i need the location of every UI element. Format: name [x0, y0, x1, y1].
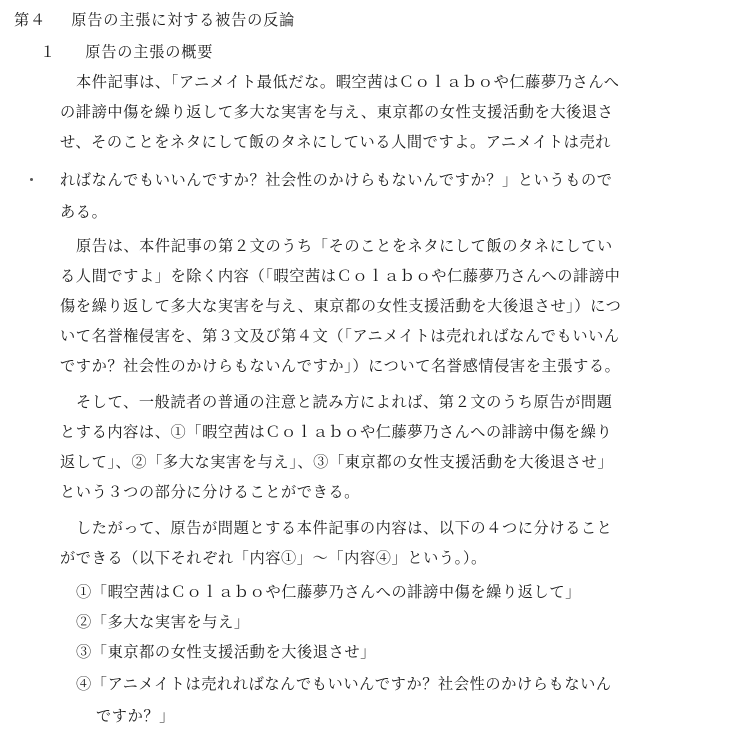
content-item-3: ③「東京都の女性支援活動を大後退させ」	[76, 643, 376, 661]
paragraph-4-line: ができる（以下それぞれ「内容①」～「内容④」という。）。	[60, 549, 487, 567]
subsection-title: 原告の主張の概要	[85, 43, 214, 61]
paragraph-1-line: ればなんでもいいんですか？社会性のかけらもないんですか？」というもので	[60, 171, 613, 189]
paragraph-1-line: 本件記事は、「アニメイト最低だな。暇空茜はＣｏｌａｂｏや仁藤夢乃さんへ	[76, 73, 620, 91]
paragraph-3-line: 返して」、②「多大な実害を与え」、③「東京都の女性支援活動を大後退させ」	[60, 453, 614, 471]
paragraph-1-line: ある。	[60, 203, 108, 221]
subsection-number: １	[40, 43, 56, 61]
paragraph-3-line: とする内容は、①「暇空茜はＣｏｌａｂｏや仁藤夢乃さんへの誹謗中傷を繰り	[60, 423, 613, 441]
content-item-1: ①「暇空茜はＣｏｌａｂｏや仁藤夢乃さんへの誹謗中傷を繰り返して」	[76, 583, 581, 601]
paragraph-4-line: したがって、原告が問題とする本件記事の内容は、以下の４つに分けること	[76, 519, 613, 537]
paragraph-2-line: 傷を繰り返して多大な実害を与え、東京都の女性支援活動を大後退させ」）につ	[60, 297, 622, 315]
paragraph-2-line: ですか？社会性のかけらもないんですか」）について名誉感情侵害を主張する。	[60, 357, 621, 375]
content-item-2: ②「多大な実害を与え」	[76, 613, 250, 631]
section-heading	[14, 10, 295, 30]
section-number: 第４	[14, 11, 46, 29]
paragraph-1-line: せ、そのことをネタにして飯のタネにしている人間ですよ。アニメイトは売れ	[60, 133, 612, 151]
paragraph-2-line: る人間ですよ」を除く内容（「暇空茜はＣｏｌａｂｏや仁藤夢乃さんへの誹謗中	[60, 267, 621, 285]
subsection-heading	[40, 42, 213, 62]
paragraph-3-line: そして、一般読者の普通の注意と読み方によれば、第２文のうち原告が問題	[76, 393, 613, 411]
paragraph-2-line: いて名誉権侵害を、第３文及び第４文（「アニメイトは売れればなんでもいいん	[60, 327, 620, 345]
paragraph-3-line: という３つの部分に分けることができる。	[60, 483, 360, 501]
paragraph-2-line: 原告は、本件記事の第２文のうち「そのことをネタにして飯のタネにしてい	[76, 237, 613, 255]
content-item-4: ④「アニメイトは売れればなんでもいいんですか？社会性のかけらもないん	[76, 675, 612, 693]
paragraph-1-line: の誹謗中傷を繰り返して多大な実害を与え、東京都の女性支援活動を大後退さ	[60, 103, 614, 121]
margin-dot	[30, 178, 33, 181]
section-title: 原告の主張に対する被告の反論	[71, 11, 296, 29]
content-item-4-continuation: ですか？」	[96, 707, 175, 725]
